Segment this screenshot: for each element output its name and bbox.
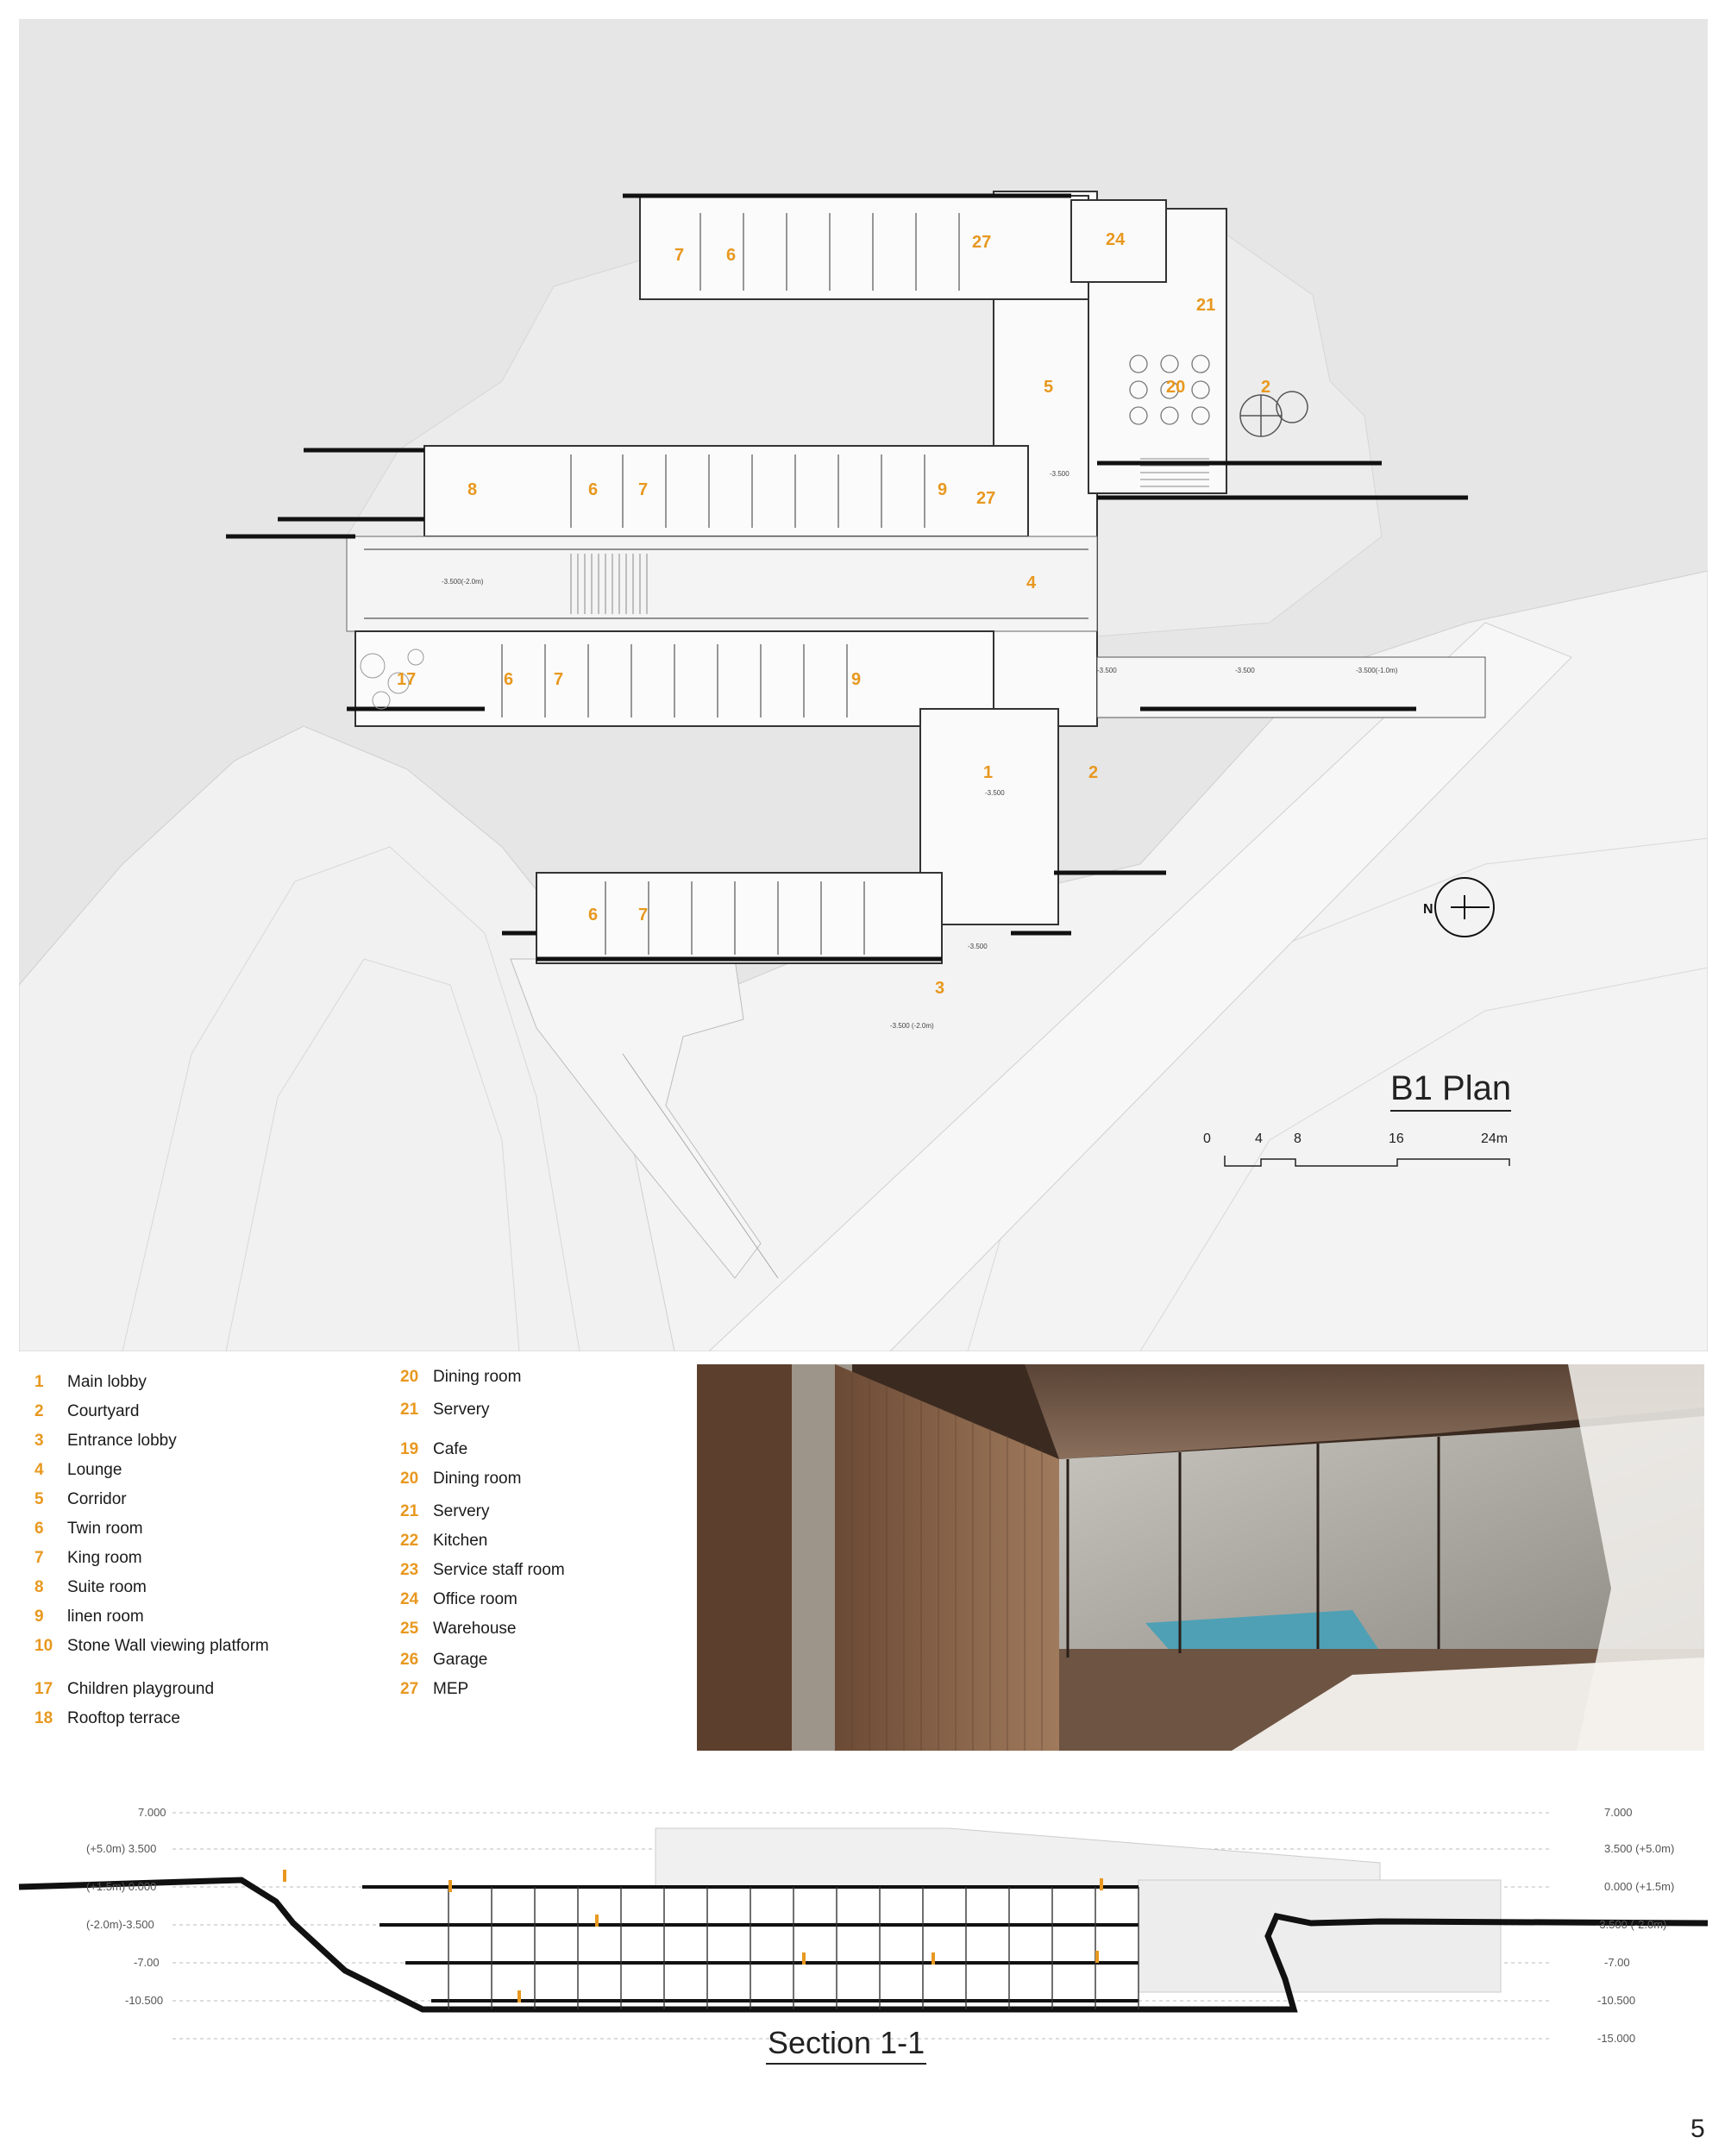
legend-label: King room <box>67 1549 142 1567</box>
north-label: N <box>1423 902 1433 917</box>
room-label: 3 <box>935 979 945 998</box>
level-note: -3.500(-2.0m) <box>442 578 484 586</box>
legend-item <box>400 1532 487 1551</box>
right-level: 7.000 <box>1604 1806 1633 1819</box>
room-label: 20 <box>1166 378 1186 397</box>
right-level: -3.500 (-2.0m) <box>1596 1918 1667 1931</box>
room-label: 9 <box>938 480 948 499</box>
legend-num: 21 <box>400 1502 419 1520</box>
legend-item <box>34 1608 144 1626</box>
legend-item <box>400 1368 521 1387</box>
room-label: 9 <box>851 670 862 689</box>
room-label: 7 <box>674 246 685 265</box>
interior-render <box>697 1364 1704 1751</box>
legend-num: 18 <box>34 1709 53 1727</box>
legend-label: MEP <box>433 1680 469 1698</box>
legend-item <box>34 1637 269 1656</box>
legend-num: 27 <box>400 1680 419 1698</box>
people-figures <box>283 1870 1103 2002</box>
left-wood-wall <box>697 1364 792 1751</box>
legend-label: Main lobby <box>67 1373 147 1391</box>
legend-label: linen room <box>67 1608 144 1626</box>
north-wing <box>640 196 1088 299</box>
level-note: -3.500 <box>985 789 1005 797</box>
legend-label: Service staff room <box>433 1561 565 1579</box>
legend-label: Dining room <box>433 1470 522 1488</box>
left-level: -7.00 <box>134 1956 160 1969</box>
legend-label: Office room <box>433 1590 518 1608</box>
room-label: 6 <box>726 246 737 265</box>
legend-num: 25 <box>400 1620 419 1638</box>
left-level: (+5.0m) 3.500 <box>86 1842 157 1855</box>
legend-num: 10 <box>34 1637 53 1655</box>
legend-num: 1 <box>34 1373 44 1391</box>
page-number: 5 <box>1690 2115 1705 2143</box>
roof-elevation <box>656 1828 1380 1887</box>
legend-item <box>400 1651 487 1670</box>
room-label: 6 <box>504 670 514 689</box>
left-level: 7.000 <box>138 1806 166 1819</box>
legend-label: Rooftop terrace <box>67 1709 180 1727</box>
room-label: 8 <box>467 480 478 499</box>
legend-item <box>34 1373 147 1392</box>
room-label: 17 <box>397 670 417 689</box>
room-label: 2 <box>1088 763 1099 782</box>
legend-item <box>400 1590 518 1609</box>
room-label: 27 <box>972 233 992 252</box>
legend-label: Kitchen <box>433 1532 488 1550</box>
b1-floor-plan <box>19 19 1708 1351</box>
legend-label: Stone Wall viewing platform <box>67 1637 269 1655</box>
legend-label: Servery <box>433 1401 490 1419</box>
legend-item <box>34 1402 139 1421</box>
legend-num: 21 <box>400 1401 419 1419</box>
right-level: 0.000 (+1.5m) <box>1604 1880 1675 1893</box>
legend-num: 20 <box>400 1368 419 1386</box>
legend-label: Suite room <box>67 1578 147 1596</box>
legend-label: Lounge <box>67 1461 122 1479</box>
legend-num: 17 <box>34 1680 53 1698</box>
legend-num: 8 <box>34 1578 44 1596</box>
level-note: -3.500 <box>968 943 988 950</box>
level-note: -3.500 (-2.0m) <box>890 1022 934 1030</box>
left-level: (+1.5m) 0.000 <box>86 1880 157 1893</box>
legend-num: 5 <box>34 1490 44 1508</box>
legend-item <box>34 1461 122 1480</box>
legend-num: 4 <box>34 1461 44 1479</box>
room-label: 24 <box>1106 230 1126 249</box>
room-label: 6 <box>588 906 599 924</box>
legend-item <box>400 1470 521 1489</box>
legend-num: 19 <box>400 1440 419 1458</box>
scale-label-16: 16 <box>1389 1131 1404 1146</box>
legend-item <box>34 1578 147 1597</box>
legend-item <box>34 1680 214 1699</box>
legend-label: Twin room <box>67 1520 143 1538</box>
level-note: -3.500(-1.0m) <box>1356 667 1398 674</box>
legend-num: 20 <box>400 1470 419 1488</box>
right-level: -7.00 <box>1604 1956 1630 1969</box>
level-note: -3.500 <box>1097 667 1117 674</box>
legend-num: 2 <box>34 1402 44 1420</box>
legend-num: 22 <box>400 1532 419 1550</box>
facade-elevation <box>1138 1880 1501 1992</box>
legend-item <box>400 1680 468 1699</box>
right-level: -15.000 <box>1597 2032 1636 2045</box>
room-label: 5 <box>1044 378 1054 397</box>
level-note: -3.500 <box>1050 470 1070 478</box>
legend-label: Courtyard <box>67 1402 140 1420</box>
legend-item <box>400 1620 516 1639</box>
section-columns <box>448 1887 1138 2009</box>
room-label: 21 <box>1196 296 1216 315</box>
legend-item <box>400 1502 489 1521</box>
room-label: 2 <box>1261 378 1271 397</box>
left-level: (-2.0m)-3.500 <box>86 1918 154 1931</box>
legend-label: Children playground <box>67 1680 215 1698</box>
legend-num: 6 <box>34 1520 44 1538</box>
legend-num: 9 <box>34 1608 44 1626</box>
legend-label: Cafe <box>433 1440 468 1458</box>
scale-label-8: 8 <box>1294 1131 1302 1146</box>
legend-item <box>34 1490 127 1509</box>
legend-num: 7 <box>34 1549 44 1567</box>
room-label: 27 <box>976 489 996 508</box>
legend-label: Garage <box>433 1651 488 1669</box>
legend-label: Warehouse <box>433 1620 517 1638</box>
legend-num: 24 <box>400 1590 419 1608</box>
section-title: Section 1-1 <box>766 2025 926 2065</box>
room-label: 4 <box>1026 573 1037 592</box>
scale-label-4: 4 <box>1255 1131 1263 1146</box>
legend-item <box>34 1520 143 1539</box>
section-drawing <box>0 1794 1725 2061</box>
legend-label: Servery <box>433 1502 490 1520</box>
right-level: 3.500 (+5.0m) <box>1604 1842 1675 1855</box>
legend-item <box>34 1709 180 1728</box>
left-level: -10.500 <box>125 1994 164 2007</box>
legend-num: 3 <box>34 1432 44 1450</box>
legend-num: 23 <box>400 1561 419 1579</box>
legend-label: Entrance lobby <box>67 1432 177 1450</box>
legend-label: Corridor <box>67 1490 127 1508</box>
room-label: 7 <box>554 670 564 689</box>
room-label: 6 <box>588 480 599 499</box>
legend-item <box>400 1440 467 1459</box>
legend-num: 26 <box>400 1651 419 1669</box>
legend-item <box>400 1401 489 1420</box>
scale-label-0: 0 <box>1203 1131 1211 1146</box>
plan-title: B1 Plan <box>1390 1069 1511 1112</box>
room-label: 7 <box>638 480 649 499</box>
legend-item <box>34 1432 177 1451</box>
legend-item <box>400 1561 565 1580</box>
right-level: -10.500 <box>1597 1994 1636 2007</box>
legend-item <box>34 1549 142 1568</box>
room-label: 7 <box>638 906 649 924</box>
scale-label-24: 24m <box>1481 1131 1509 1146</box>
room-label: 1 <box>983 763 994 782</box>
level-note: -3.500 <box>1235 667 1255 674</box>
legend-label: Dining room <box>433 1368 522 1386</box>
